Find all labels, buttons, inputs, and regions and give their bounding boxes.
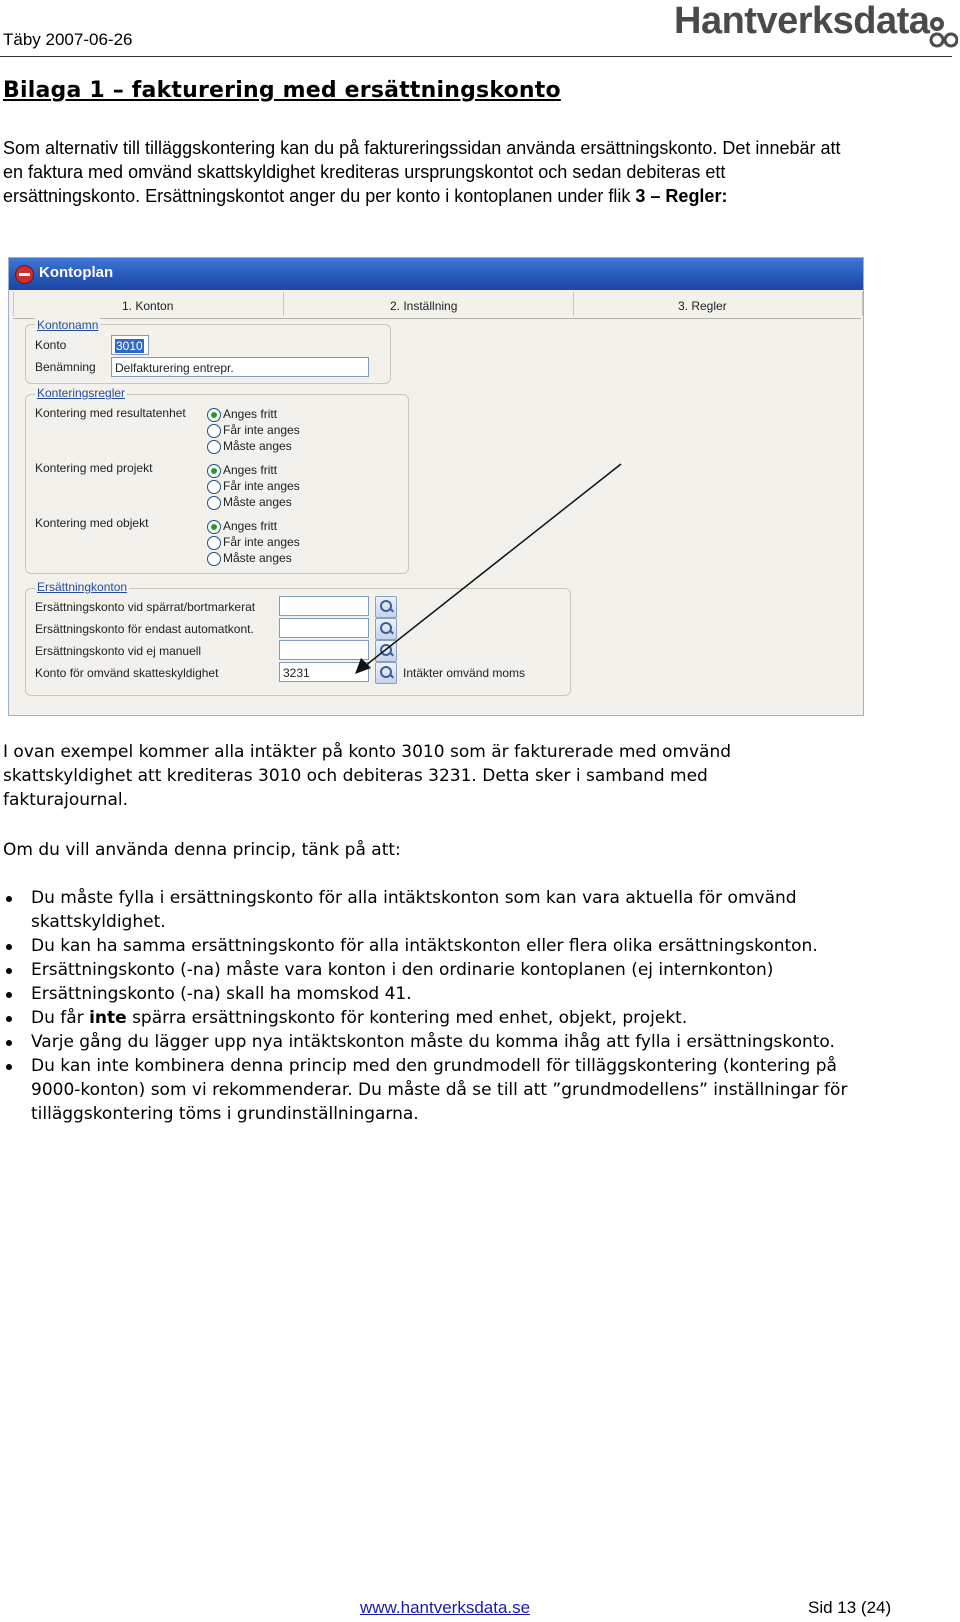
header-date: Täby 2007-06-26 <box>3 30 133 49</box>
company-logo <box>670 0 960 52</box>
ersattning-label: Ersättningskonto vid ej manuell <box>35 644 202 658</box>
tab-installning[interactable]: 2. Inställning <box>283 292 574 316</box>
radio-label: Anges fritt <box>223 463 278 477</box>
ersattning-input[interactable]: 3231 <box>279 662 369 682</box>
kontoplan-window <box>8 257 864 716</box>
tab-konton[interactable]: 1. Konton <box>13 292 284 316</box>
window-title: Kontoplan <box>39 264 114 281</box>
ersattningkonton-label: Ersättningkonton <box>37 580 128 594</box>
intro-text: Som alternativ till tilläggskontering kan du på faktureringssidan använda ersättningskonto. Det innebär att en faktura med omvänd skattskyldighet krediteras ursprungskontot och sedan debiteras ett ersättningskonto. Ersättningskontot anger du per konto i kontoplanen under flik <box>3 138 841 206</box>
header-divider <box>0 56 952 57</box>
list-item-text: Du kan ha samma ersättningskonto för alla intäktskonton eller flera olika ersättningskonton. <box>31 936 818 956</box>
logo-mark-icon <box>928 14 958 48</box>
list-item-text: spärra ersättningskonto för kontering med enhet, objekt, projekt. <box>126 1008 688 1028</box>
page-title: Bilaga 1 – fakturering med ersättningskonto <box>3 78 561 103</box>
list-item <box>3 886 863 934</box>
logo-text: Hantverksdata <box>674 0 930 42</box>
footer-website-link[interactable]: www.hantverksdata.se <box>360 1598 531 1617</box>
paragraph-principle: Om du vill använda denna princip, tänk på att: <box>3 840 401 860</box>
radio-label: Får inte anges <box>223 479 300 493</box>
list-item <box>3 958 863 982</box>
kontonamn-label: Kontonamn <box>37 318 99 332</box>
bullet-icon <box>6 992 12 998</box>
ersattning-label: Ersättningskonto vid spärrat/bortmarkerat <box>35 600 256 614</box>
radio-label: Anges fritt <box>223 407 278 421</box>
regel-label: Kontering med resultatenhet <box>35 406 186 420</box>
ersattning-description: Intäkter omvänd moms <box>403 666 526 680</box>
list-item-text: Du får <box>31 1008 90 1028</box>
list-item-text: Varje gång du lägger upp nya intäktskonton måste du komma ihåg att fylla i ersättningskonto. <box>31 1032 835 1052</box>
ersattning-label: Ersättningskonto för endast automatkont. <box>35 622 254 636</box>
benamning-input[interactable]: Delfakturering entrepr. <box>111 357 369 377</box>
list-item <box>3 982 863 1006</box>
list-item-text: Ersättningskonto (-na) skall ha momskod 41. <box>31 984 412 1004</box>
list-item <box>3 1030 863 1054</box>
radio-label: Får inte anges <box>223 535 300 549</box>
list-item-text: Ersättningskonto (-na) måste vara konton i den ordinarie kontoplanen (ej internkonton) <box>31 960 774 980</box>
radio-label: Anges fritt <box>223 519 278 533</box>
bullet-icon <box>6 1016 12 1022</box>
benamning-label: Benämning <box>35 360 96 374</box>
radio-label: Måste anges <box>223 551 292 565</box>
list-item <box>3 934 863 958</box>
intro-bold: 3 – Regler: <box>635 186 728 206</box>
list-item-bold: inte <box>89 1008 127 1028</box>
radio-label: Måste anges <box>223 439 292 453</box>
konto-label: Konto <box>35 338 67 352</box>
list-item-text: Du kan inte kombinera denna princip med den grundmodell för tilläggskontering (kontering på 9000-konton) som vi rekommenderar. Du måste då se till att ”grundmodellens” inställningar för tilläggskontering töms i grundinställningarna. <box>31 1056 848 1124</box>
radio-label: Måste anges <box>223 495 292 509</box>
regel-label: Kontering med projekt <box>35 461 153 475</box>
bullet-icon <box>6 944 12 950</box>
konto-input[interactable]: 3010 <box>111 335 149 355</box>
paragraph-example: I ovan exempel kommer alla intäkter på konto 3010 som är fakturerade med omvänd skattskyldighet att krediteras 3010 och debiteras 3231. Detta sker i samband med fakturajournal. <box>3 742 732 810</box>
bullet-icon <box>6 968 12 974</box>
bullet-icon <box>6 1040 12 1046</box>
arrow-annotation-icon <box>9 258 863 715</box>
list-item-text: Du måste fylla i ersättningskonto för alla intäktskonton som kan vara aktuella för omvänd skattskyldighet. <box>31 888 797 932</box>
bullet-list <box>3 886 863 1126</box>
list-item <box>3 1054 863 1126</box>
regel-label: Kontering med objekt <box>35 516 149 530</box>
footer-page-number: Sid 13 (24) <box>808 1598 892 1617</box>
ersattning-label: Konto för omvänd skatteskyldighet <box>35 666 219 680</box>
radio-label: Får inte anges <box>223 423 300 437</box>
intro-paragraph <box>3 136 858 208</box>
list-item <box>3 1006 863 1030</box>
bullet-icon <box>6 1064 12 1070</box>
konteringsregler-label: Konteringsregler <box>37 386 126 400</box>
tab-regler[interactable]: 3. Regler <box>573 292 863 316</box>
bullet-icon <box>6 896 12 902</box>
